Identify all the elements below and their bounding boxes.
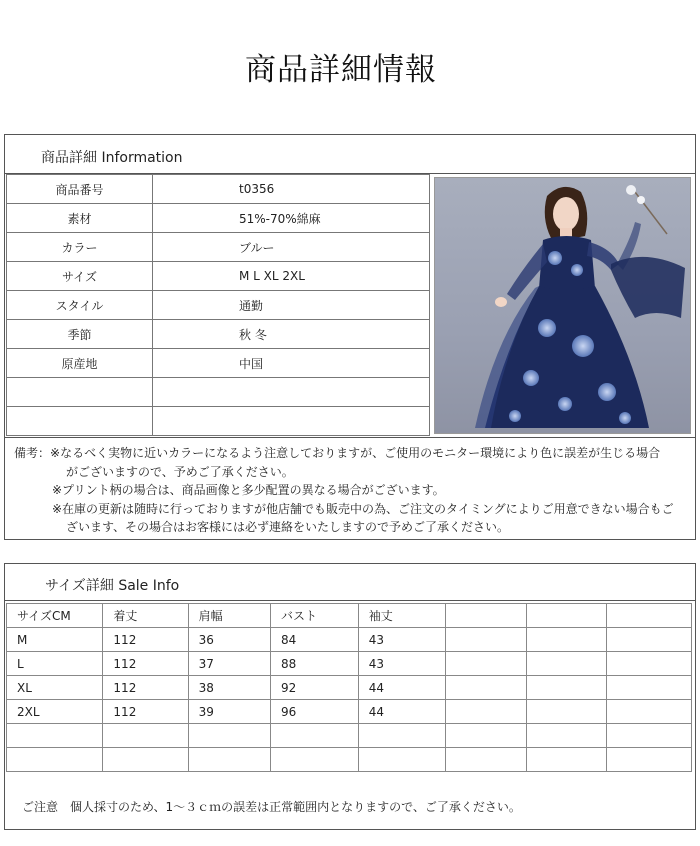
info-row: [7, 320, 430, 349]
size-row: [7, 676, 692, 700]
size-cell: [446, 652, 526, 676]
notes-block: [14, 444, 694, 537]
size-cell: [103, 724, 188, 748]
size-cell: [607, 628, 692, 652]
size-cell: 44: [358, 700, 446, 724]
size-cell: 112: [103, 652, 188, 676]
size-cell: [526, 700, 606, 724]
size-footnote: ご注意 個人採寸のため、1～３ｃｍの誤差は正常範囲内となりますので、ご了承ください。: [22, 800, 521, 814]
info-label: 商品番号: [7, 175, 153, 204]
info-value: [153, 407, 430, 436]
info-label: [7, 407, 153, 436]
info-label: カラー: [7, 233, 153, 262]
size-table: [6, 603, 692, 772]
info-label: 原産地: [7, 349, 153, 378]
size-row: [7, 652, 692, 676]
note-line: ※プリント柄の場合は、商品画像と多少配置の異なる場合がございます。: [52, 483, 445, 497]
size-cell: [358, 748, 446, 772]
info-label: [7, 378, 153, 407]
size-header-cell: [446, 604, 526, 628]
size-cell: 2XL: [7, 700, 103, 724]
info-row: [7, 291, 430, 320]
size-cell: [446, 700, 526, 724]
size-cell: 36: [188, 628, 270, 652]
info-row: [7, 378, 430, 407]
size-row: [7, 700, 692, 724]
info-row: [7, 204, 430, 233]
size-header-cell: 着丈: [103, 604, 188, 628]
size-cell: 38: [188, 676, 270, 700]
info-value: 中国: [153, 349, 430, 378]
note-line: ざいます、その場合はお客様には必ず連絡をいたしますので予めご了承ください。: [66, 520, 510, 534]
size-cell: [103, 748, 188, 772]
size-cell: [446, 628, 526, 652]
size-cell: 37: [188, 652, 270, 676]
size-cell: 84: [271, 628, 359, 652]
note-line: がございますので、予めご了承ください。: [66, 464, 294, 479]
size-cell: [188, 748, 270, 772]
size-cell: [526, 748, 606, 772]
info-value: 51%-70%綿麻: [153, 204, 430, 233]
size-cell: [607, 748, 692, 772]
info-row: [7, 262, 430, 291]
size-section-title: サイズ詳細 Sale Info: [45, 578, 180, 594]
info-row: [7, 349, 430, 378]
product-photo: [434, 177, 691, 434]
size-cell: 43: [358, 652, 446, 676]
info-value: ブルー: [153, 233, 430, 262]
note-line: ※なるべく実物に近いカラーになるよう注意しておりますが、ご使用のモニター環境により色に誤差が生じる場合: [50, 446, 661, 460]
size-cell: [446, 724, 526, 748]
size-header-cell: [526, 604, 606, 628]
size-cell: [607, 652, 692, 676]
size-cell: [607, 724, 692, 748]
model-dress-image: [435, 178, 691, 434]
size-cell: [7, 724, 103, 748]
size-cell: 92: [271, 676, 359, 700]
size-cell: 39: [188, 700, 270, 724]
info-label: 季節: [7, 320, 153, 349]
size-cell: L: [7, 652, 103, 676]
size-cell: 96: [271, 700, 359, 724]
size-cell: [188, 724, 270, 748]
size-cell: [7, 748, 103, 772]
size-cell: M: [7, 628, 103, 652]
info-label: スタイル: [7, 291, 153, 320]
size-header-cell: バスト: [271, 604, 359, 628]
notes-prefix: 備考：: [14, 446, 51, 460]
size-header-cell: [607, 604, 692, 628]
size-cell: [607, 700, 692, 724]
size-cell: 88: [271, 652, 359, 676]
size-header-row: [7, 604, 692, 628]
size-cell: [446, 748, 526, 772]
size-cell: 112: [103, 628, 188, 652]
info-value: 秋 冬: [153, 320, 430, 349]
size-cell: [526, 676, 606, 700]
size-header-cell: サイズCM: [7, 604, 103, 628]
size-header-cell: 肩幅: [188, 604, 270, 628]
info-value: M L XL 2XL: [153, 262, 430, 291]
divider: [4, 437, 696, 438]
size-cell: [526, 628, 606, 652]
size-cell: [526, 652, 606, 676]
size-cell: 112: [103, 700, 188, 724]
size-cell: XL: [7, 676, 103, 700]
info-row: [7, 407, 430, 436]
product-section-title: 商品詳細 Information: [41, 150, 183, 166]
info-value: [153, 378, 430, 407]
product-info-table: [6, 174, 430, 436]
size-row: [7, 724, 692, 748]
size-cell: [271, 748, 359, 772]
size-header-cell: 袖丈: [358, 604, 446, 628]
size-cell: [271, 724, 359, 748]
size-cell: 44: [358, 676, 446, 700]
divider: [4, 600, 696, 601]
size-cell: 112: [103, 676, 188, 700]
info-value: 通勤: [153, 291, 430, 320]
size-row: [7, 628, 692, 652]
size-cell: [526, 724, 606, 748]
page-title: 商品詳細情報: [245, 52, 437, 88]
info-value: t0356: [153, 175, 430, 204]
info-row: [7, 175, 430, 204]
info-row: [7, 233, 430, 262]
size-cell: [446, 676, 526, 700]
info-label: 素材: [7, 204, 153, 233]
size-cell: [358, 724, 446, 748]
size-cell: 43: [358, 628, 446, 652]
size-cell: [607, 676, 692, 700]
size-row: [7, 748, 692, 772]
info-label: サイズ: [7, 262, 153, 291]
note-line: ※在庫の更新は随時に行っておりますが他店舗でも販売中の為、ご注文のタイミングによりご用意できない場合もご: [52, 501, 674, 516]
